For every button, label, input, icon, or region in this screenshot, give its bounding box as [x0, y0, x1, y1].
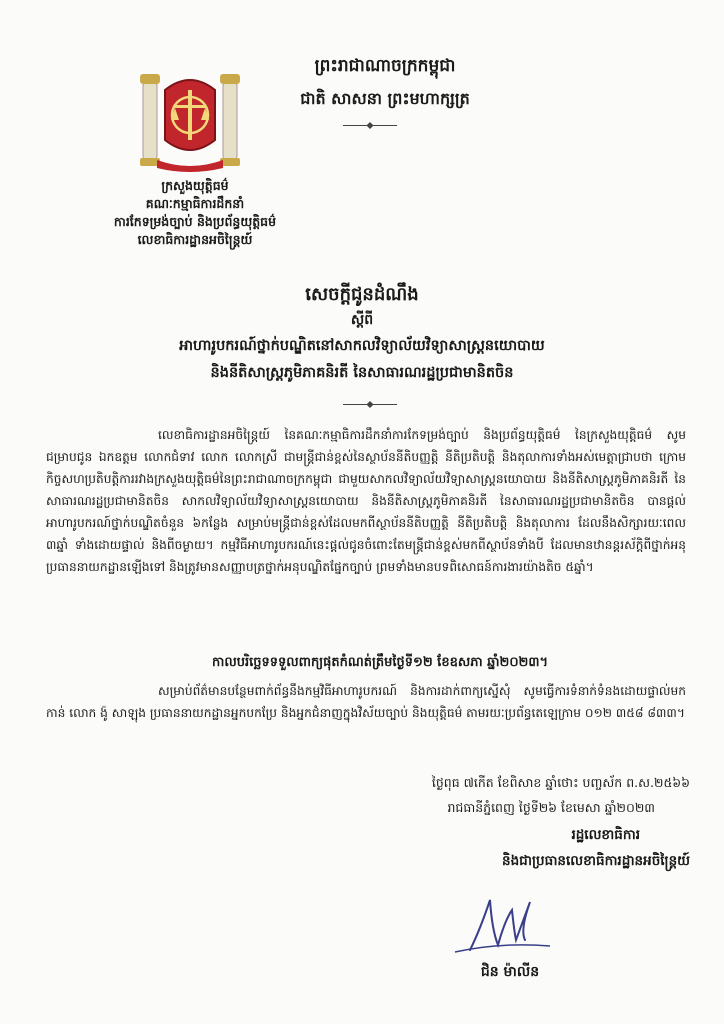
lunar-date: ថ្ងៃពុធ ៧កើត ខែពិសាខ ឆ្នាំថោះ បញ្ចស័ក ព.ស.២៥៦៦ — [431, 775, 690, 790]
notice-subject-line2: និងនីតិសាស្ត្រភូមិភាគនិរតី នៃសាធារណរដ្ឋប្រជាមានិតចិន — [210, 365, 514, 381]
ministry-name: ក្រសួងយុត្តិធម៌ — [161, 178, 229, 193]
signer-name: ជិន ម៉ាលីន — [480, 964, 540, 980]
notice-subject-line1: អាហារូបករណ៍ថ្នាក់បណ្ឌិតនៅសាកលវិទ្យាល័យវិទ្យាសាស្ត្រនយោបាយ — [179, 338, 545, 354]
notice-title: សេចក្តីជូនដំណឹង — [305, 284, 419, 305]
solar-date: រាជធានីភ្នំពេញ ថ្ងៃទី២៦ ខែមេសា ឆ្នាំ២០២៣ — [447, 800, 655, 815]
ministry-emblem-icon — [135, 60, 245, 175]
committee-name: គណៈកម្មាធិការដឹកនាំ — [145, 196, 245, 211]
signer-role: និងជាប្រធានលេខាធិការដ្ឋានអចិន្ត្រៃយ៍ — [502, 853, 690, 869]
reform-name: ការកែទម្រង់ច្បាប់ និងប្រព័ន្ធយុត្តិធម៌ — [113, 214, 277, 229]
signature-icon — [450, 890, 560, 960]
signer-position: រដ្ឋលេខាធិការ — [571, 827, 640, 843]
notice-subject-label: ស្តីពី — [350, 312, 374, 328]
application-deadline: កាលបរិច្ឆេទទទួលពាក្យផុតកំណត់ត្រឹមថ្ងៃទី១២ ខែឧសភា ឆ្នាំ២០២៣។ — [211, 655, 549, 670]
national-motto: ជាតិ សាសនា ព្រះមហាក្សត្រ — [300, 89, 470, 108]
contact-paragraph: សម្រាប់ព័ត៌មានបន្ថែមពាក់ព័ន្ធនឹងកម្មវិធីអាហារូបករណ៍ និងការដាក់ពាក្យស្នើសុំ សូមធ្វើការទំនាក់ទំនងដោយផ្ទាល់មកកាន់ លោក ង៉ូ សាឡុង ប្រធាននាយកដ្ឋានអ្នកបកប្រែ និងអ្នកជំនាញក្នុងវិស័យច្បាប់ និងយុត្តិធម៌ តាមរយៈប្រព័ន្ធតេឡេក្រាម ០១២ ៣៥៨ ៨៣៣។ — [46, 684, 686, 720]
notice-body-paragraph: លេខាធិការដ្ឋានអចិន្ត្រៃយ៍ នៃគណៈកម្មាធិការដឹកនាំការកែទម្រង់ច្បាប់ និងប្រព័ន្ធយុត្តិធម៌ នៃក្រសួងយុត្តិធម៌ សូមជម្រាបជូន ឯកឧត្តម លោកជំទាវ លោក លោកស្រី ជាមន្ត្រីជាន់ខ្ពស់នៃស្ថាប័ននីតិបញ្ញត្តិ នីតិប្រតិបត្តិ និងតុលាការទាំងអស់មេត្តាជ្រាបថា ក្រោមកិច្ចសហប្រតិបត្តិការរវាងក្រសួងយុត្តិធម៌នៃព្រះរាជាណាចក្រកម្ពុជា ជាមួយសាកលវិទ្យាល័យវិទ្យាសាស្ត្រនយោបាយ និងនីតិសាស្ត្រភូមិភាគនិរតី នៃសាធារណរដ្ឋប្រជាមានិតចិន សាកលវិទ្យាល័យវិទ្យាសាស្ត្រនយោបាយ និងនីតិសាស្ត្រភូមិភាគនិរតី នៃសាធារណរដ្ឋប្រជាមានិតចិន បានផ្តល់អាហារូបករណ៍ថ្នាក់បណ្ឌិតចំនួន ៦កន្លែង សម្រាប់មន្ត្រីជាន់ខ្ពស់ដែលមកពីស្ថាប័ននីតិបញ្ញត្តិ នីតិប្រតិបត្តិ និងតុលាការ ដែលនឹងសិក្សារយៈពេល ៣ឆ្នាំ ទាំងដោយផ្ទាល់ និងពីចម្ងាយ។ កម្មវិធីអាហារូបករណ៍នេះផ្តល់ជូនចំពោះតែមន្ត្រីជាន់ខ្ពស់មកពីស្ថាប័នទាំងបី ដែលមានឋានន្តរស័ក្តិពីថ្នាក់អនុប្រធាននាយកដ្ឋានឡើងទៅ និងត្រូវមានសញ្ញាបត្រថ្នាក់អនុបណ្ឌិតផ្នែកច្បាប់ ព្រមទាំងមានបទពិសោធន៍ការងារយ៉ាងតិច ៥ឆ្នាំ។ — [46, 428, 686, 574]
secretariat-name: លេខាធិការដ្ឋានអចិន្ត្រៃយ៍ — [137, 232, 253, 247]
kingdom-header: ព្រះរាជាណាចក្រកម្ពុជា — [314, 56, 456, 76]
header-divider — [343, 125, 397, 126]
title-divider — [343, 404, 397, 405]
